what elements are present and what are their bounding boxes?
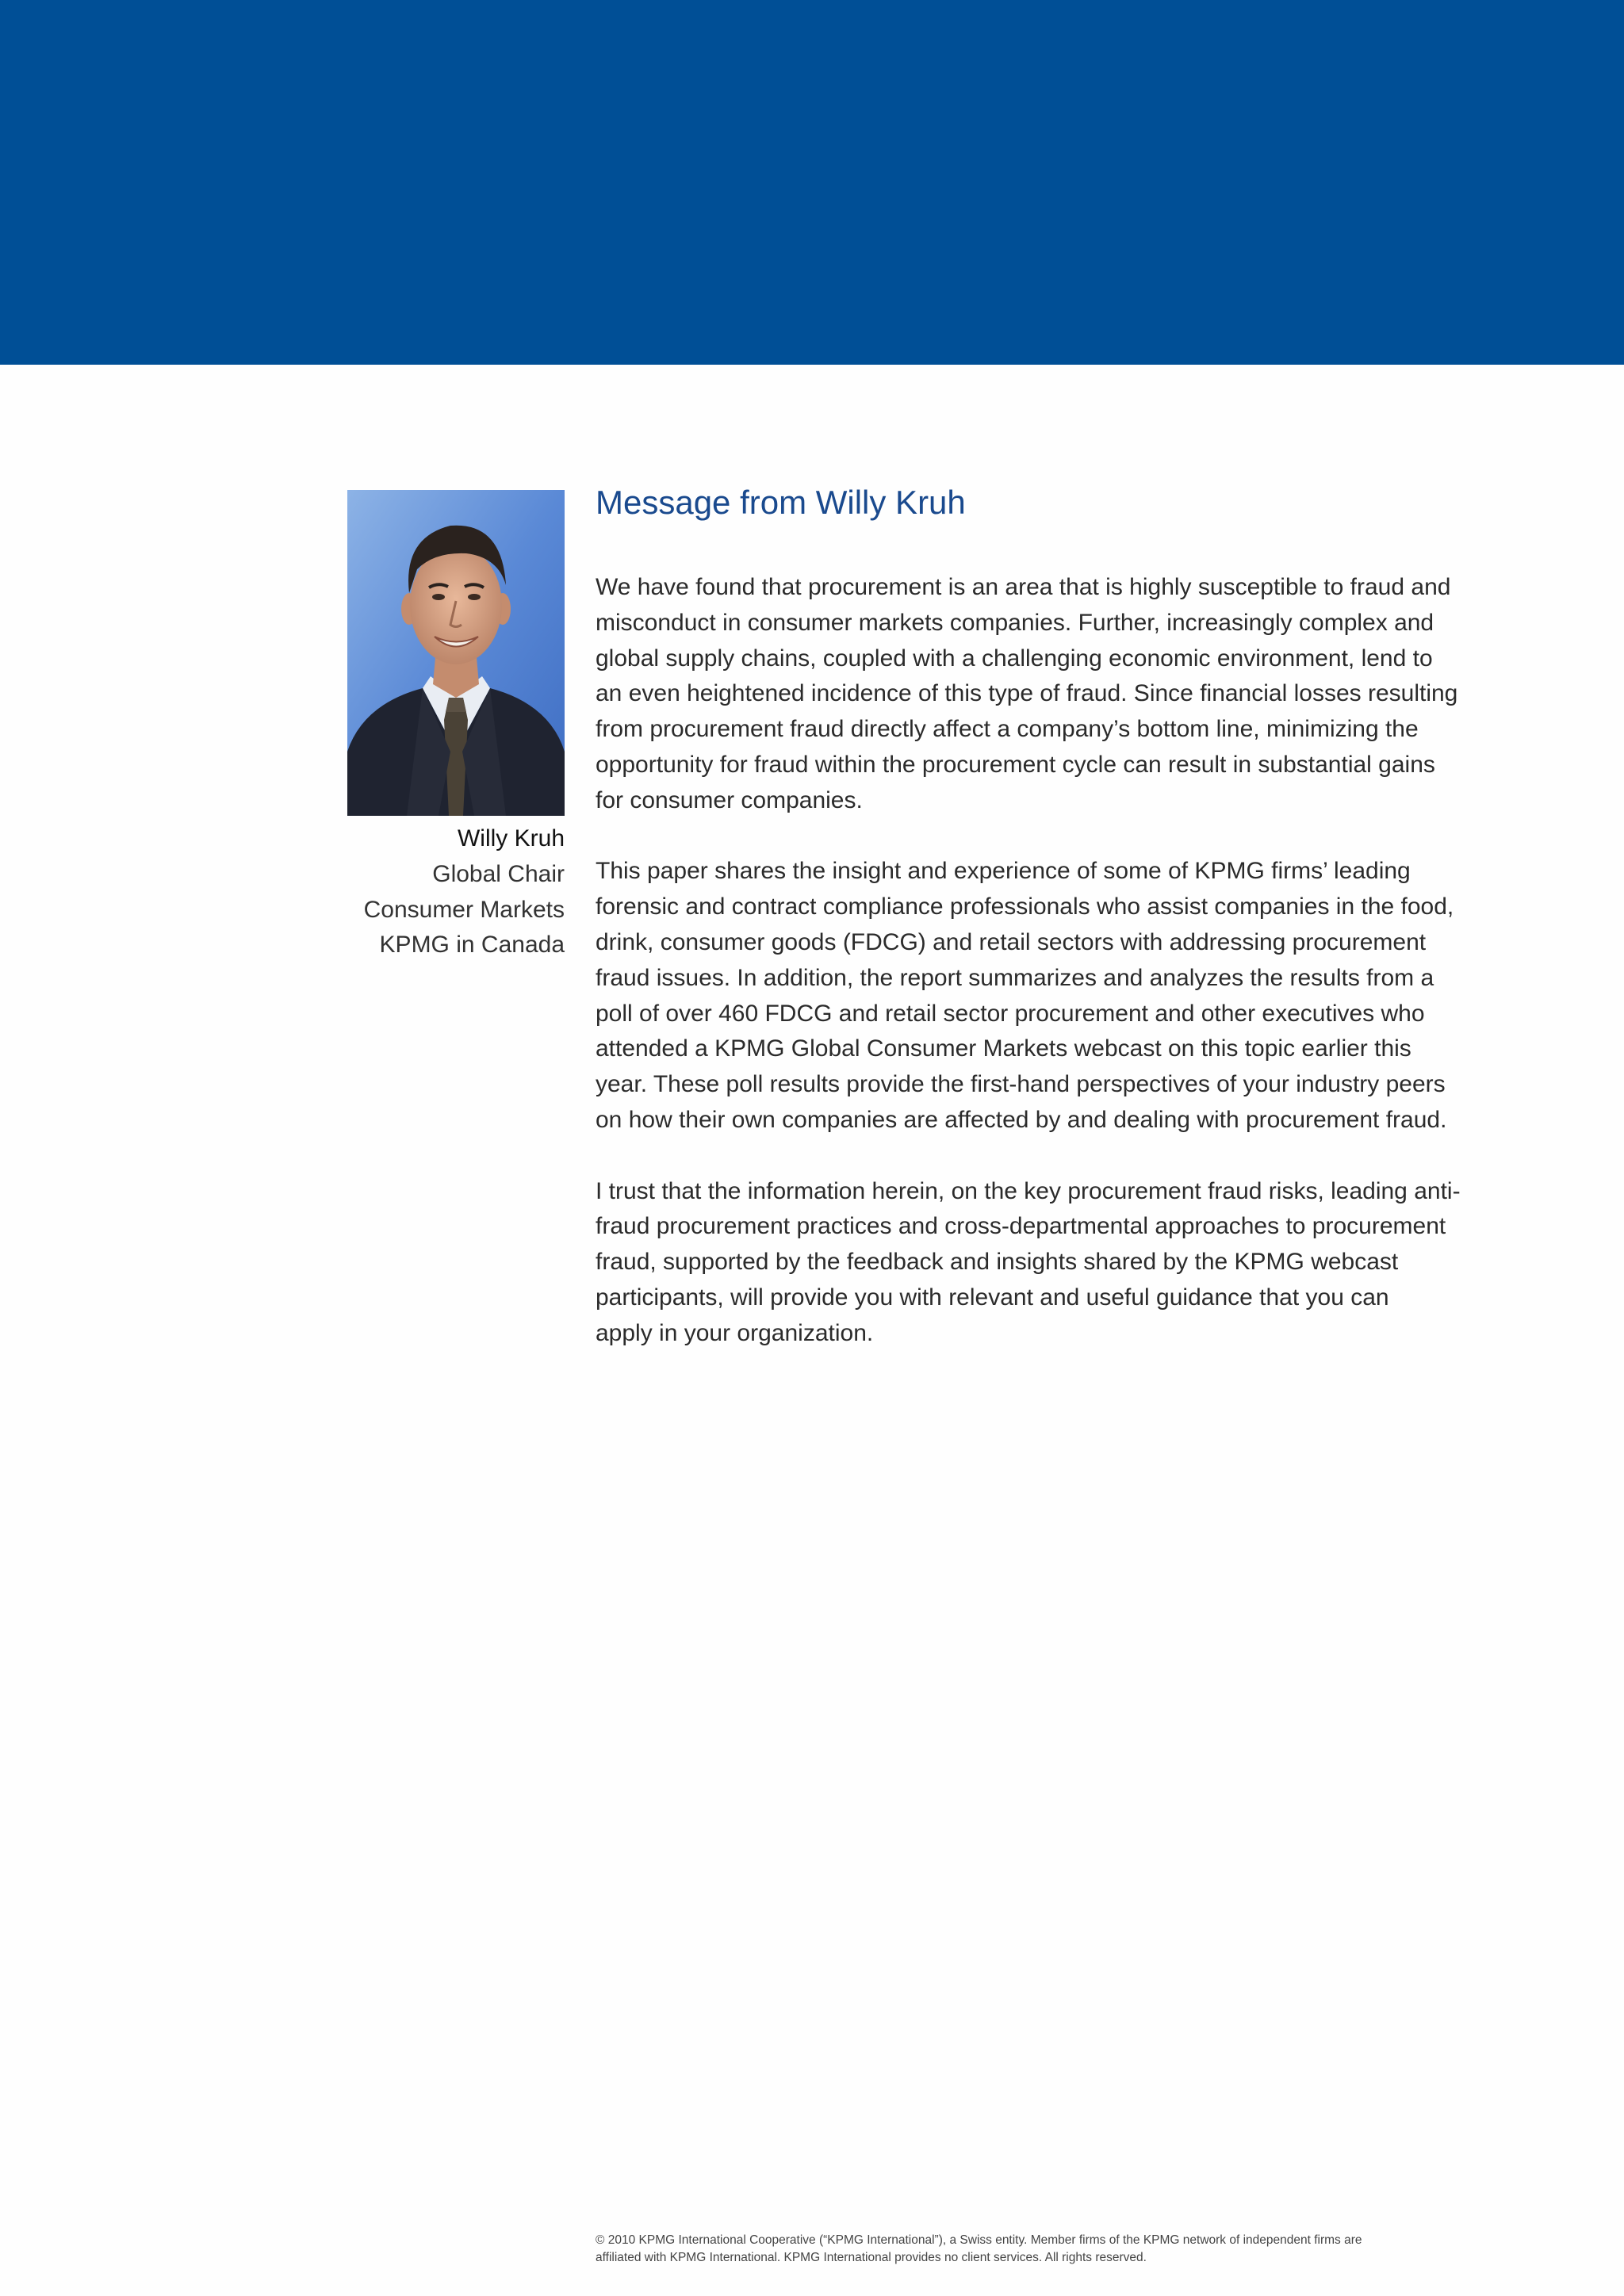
message-body xyxy=(596,570,1500,1387)
text-line: from procurement fraud directly affect a company’s bottom line, minimizing the xyxy=(596,716,1419,743)
text-line: attended a KPMG Global Consumer Markets webcast on this topic earlier this xyxy=(596,1035,1411,1062)
copyright-footer xyxy=(596,2232,1500,2267)
text-line: global supply chains, coupled with a challenging economic environment, lend to xyxy=(596,645,1433,672)
text-line: fraud procurement practices and cross-departmental approaches to procurement xyxy=(596,1213,1446,1240)
footer-line: affiliated with KPMG International. KPMG International provides no client services. All rights reserved. xyxy=(596,2251,1147,2264)
text-line: misconduct in consumer markets companies. Further, increasingly complex and xyxy=(596,609,1434,636)
caption-name: Willy Kruh xyxy=(457,825,565,851)
paragraph xyxy=(596,570,1500,819)
caption-title-line: Consumer Markets xyxy=(363,896,565,923)
portrait-caption xyxy=(317,821,565,963)
text-line: poll of over 460 FDCG and retail sector procurement and other executives who xyxy=(596,1000,1425,1027)
text-line: an even heightened incidence of this type of fraud. Since financial losses resulting xyxy=(596,680,1458,707)
text-line: for consumer companies. xyxy=(596,786,863,813)
caption-title-line: KPMG in Canada xyxy=(379,932,565,959)
text-line: apply in your organization. xyxy=(596,1319,874,1346)
text-line: forensic and contract compliance professionals who assist companies in the food, xyxy=(596,894,1454,920)
text-line: participants, will provide you with relevant and useful guidance that you can xyxy=(596,1284,1389,1311)
page-title: Message from Willy Kruh xyxy=(596,484,966,521)
text-line: fraud issues. In addition, the report summarizes and analyzes the results from a xyxy=(596,964,1434,991)
paragraph xyxy=(596,854,1500,1138)
portrait-photo xyxy=(347,490,565,816)
paragraph xyxy=(596,1174,1500,1352)
text-line: fraud, supported by the feedback and insights shared by the KPMG webcast xyxy=(596,1249,1399,1276)
footer-line: © 2010 KPMG International Cooperative (“KPMG International”), a Swiss entity. Member firms of the KPMG network of independent firms are xyxy=(596,2233,1362,2247)
text-line: We have found that procurement is an area that is highly susceptible to fraud and xyxy=(596,574,1451,600)
caption-title-line: Global Chair xyxy=(432,860,565,887)
text-line: This paper shares the insight and experience of some of KPMG firms’ leading xyxy=(596,858,1411,885)
text-line: I trust that the information herein, on the key procurement fraud risks, leading anti- xyxy=(596,1177,1461,1204)
text-line: on how their own companies are affected by and dealing with procurement fraud. xyxy=(596,1106,1447,1133)
text-line: year. These poll results provide the first-hand perspectives of your industry peers xyxy=(596,1071,1446,1098)
header-band xyxy=(0,0,1624,365)
text-line: drink, consumer goods (FDCG) and retail sectors with addressing procurement xyxy=(596,928,1427,955)
text-line: opportunity for fraud within the procurement cycle can result in substantial gains xyxy=(596,751,1435,778)
